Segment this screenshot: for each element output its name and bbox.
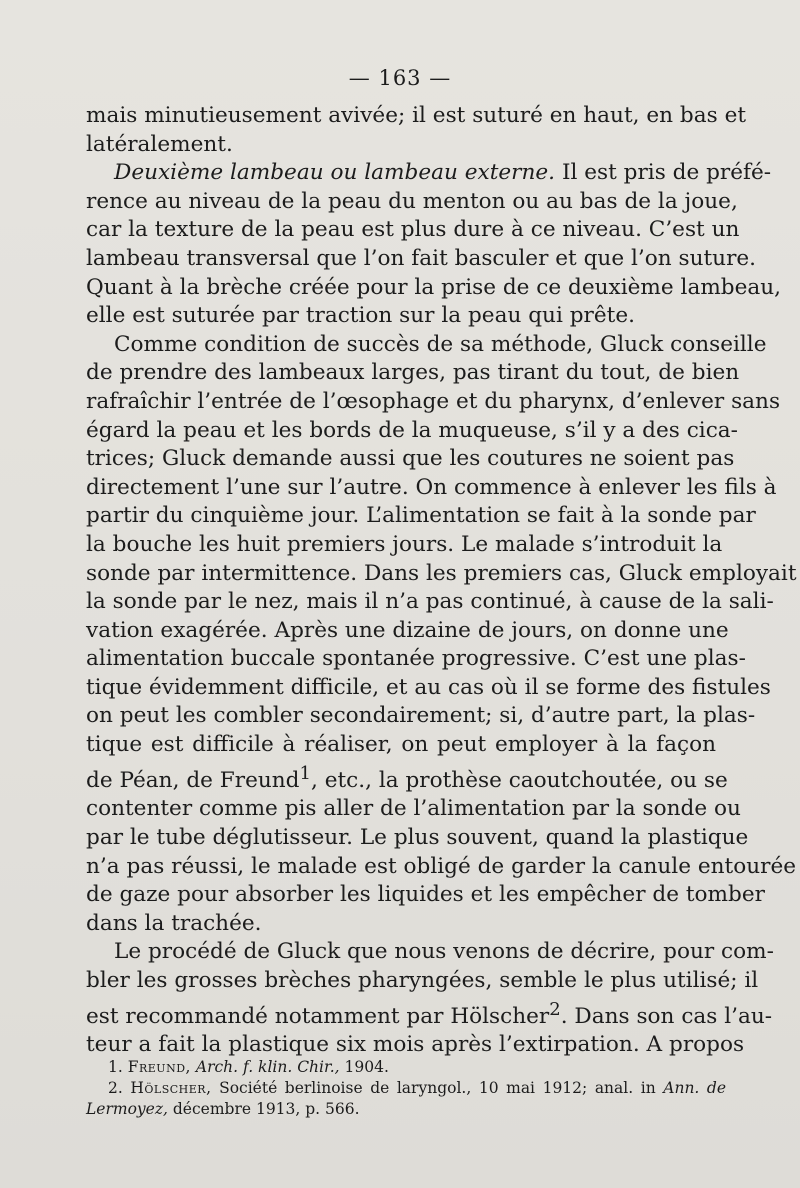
footnote-number: 2. [108,1079,123,1097]
section-heading: Deuxième lambeau ou lambeau externe. [114,160,556,186]
footnote-2-continued [86,1099,726,1120]
text-line: Comme condition de succès de sa méthode, Gluck conseille [114,331,767,357]
text-fragment: , etc., la prothèse caoutchoutée, ou se [310,767,728,793]
footnote-author: Freund, [127,1058,191,1076]
text-line: la bouche les huit premiers jours. Le malade s’introduit la [86,531,723,557]
text-line: dans la trachée. [86,910,262,936]
text-line: égard la peau et les bords de la muqueuse, s’il y a des cica- [86,417,738,443]
footnote-author: Hölscher, [130,1079,212,1097]
text-line: alimentation buccale spontanée progressive. C’est une plas- [86,646,746,672]
text-line: tique est difficile à réaliser, on peut employer à la façon [86,732,716,758]
footnotes [86,1057,726,1120]
text-line: on peut les combler secondairement; si, d’autre part, la plas- [86,703,756,729]
text-line: Le procédé de Gluck que nous venons de décrire, pour com- [114,939,774,965]
text-line: par le tube déglutisseur. Le plus souvent, quand la plastique [86,825,749,851]
text-fragment: . Dans son cas l’au- [560,1003,773,1029]
text-fragment: de Péan, de Freund [86,767,300,793]
text-line: rafraîchir l’entrée de l’œsophage et du pharynx, d’enlever sans [86,388,781,414]
footnote-source: Arch. f. klin. Chir., [195,1058,340,1076]
text-line: Quant à la brèche créée pour la prise de ce deuxième lambeau, [86,274,782,300]
text-line: teur a fait la plastique six mois après l’extirpation. A propos [86,1032,745,1058]
footnote-year: 1904. [344,1058,389,1076]
page-number: — 163 — [348,66,452,90]
text-line: la sonde par le nez, mais il n’a pas continué, à cause de la sali- [86,589,774,615]
text-line: latéralement. [86,131,233,157]
footnote-ref-1: 1 [299,762,311,784]
text-line: n’a pas réussi, le malade est obligé de garder la canule entourée [86,853,797,879]
text-fragment: est recommandé notamment par Hölscher [86,1003,550,1029]
footnote-text: Société berlinoise de laryngol., 10 mai 1912; anal. in [219,1079,656,1097]
footnote-number: 1. [108,1058,123,1076]
text-line: elle est suturée par traction sur la peau qui prête. [86,303,635,329]
text-line: vation exagérée. Après une dizaine de jours, on donne une [86,617,729,643]
footnote-journal: Ann. de [663,1079,727,1097]
text-line: directement l’une sur l’autre. On commence à enlever les fils à [86,474,777,500]
text-line: bler les grosses brèches pharyngées, semble le plus utilisé; il [86,968,759,993]
text-line: mais minutieusement avivée; il est suturé en haut, en bas et [86,103,747,128]
footnote-text: décembre 1913, p. 566. [172,1100,360,1118]
text-line: car la texture de la peau est plus dure à ce niveau. C’est un [86,217,740,243]
footnote-ref-2: 2 [549,998,561,1020]
text-line: rence au niveau de la peau du menton ou au bas de la joue, [86,188,738,214]
body-text [86,102,797,1060]
footnote-2 [86,1078,726,1099]
text-line: tique évidemment difficile, et au cas où il se forme des fistules [86,674,771,700]
text-line [86,996,773,1032]
text-line: sonde par intermittence. Dans les premiers cas, Gluck employait [86,560,797,586]
footnote-journal: Lermoyez, [86,1100,168,1118]
text-line: lambeau transversal que l’on fait basculer et que l’on suture. [86,245,757,271]
text-line: de gaze pour absorber les liquides et les empêcher de tomber [86,882,765,908]
text-line: trices; Gluck demande aussi que les coutures ne soient pas [86,446,735,472]
text-line: contenter comme pis aller de l’alimentation par la sonde ou [86,796,741,822]
text-line [86,159,772,188]
footnote-1 [86,1057,726,1078]
text-line [86,760,728,796]
text-line: de prendre des lambeaux larges, pas tirant du tout, de bien [86,360,740,386]
text-fragment: Il est pris de préfé- [561,160,772,186]
text-line: partir du cinquième jour. L’alimentation se fait à la sonde par [86,503,756,529]
